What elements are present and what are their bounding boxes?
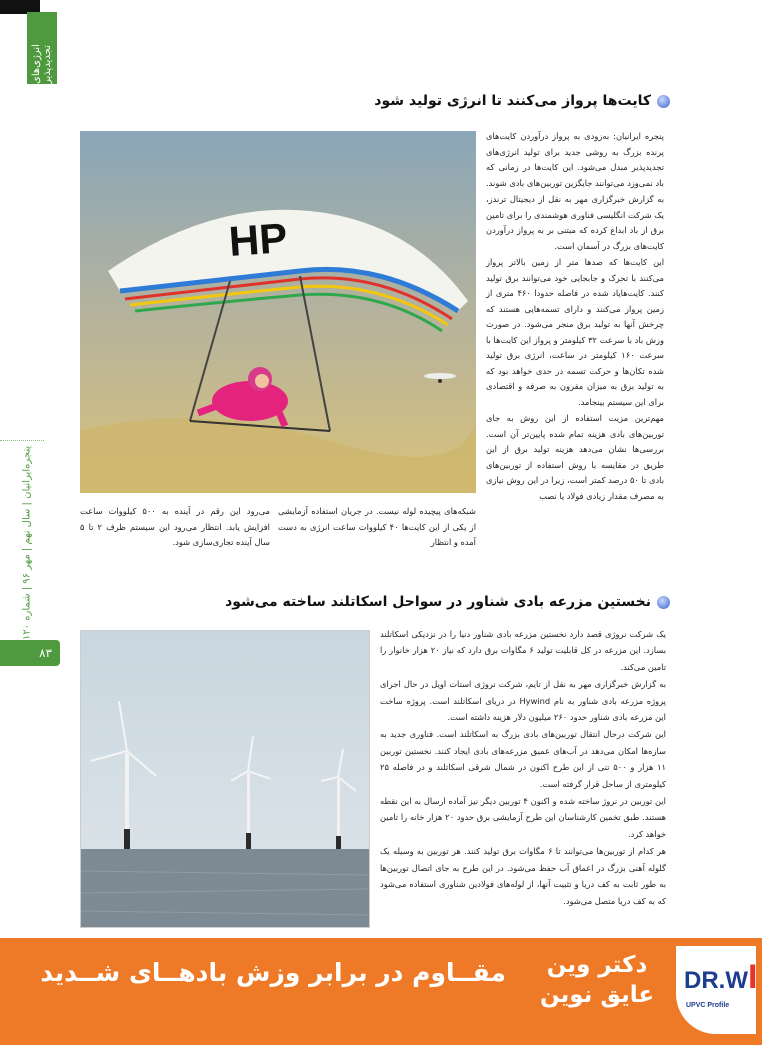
banner-brand [522,950,672,1010]
section-tab: انرژی‌های تجدیدپذیر [27,12,57,84]
side-divider [0,440,44,441]
article1-column-left [80,504,270,554]
brand-logo [684,958,757,997]
paragraph: این شرکت درحال انتقال توربین‌های بادی بزرگ به اسکاتلند است. فناوری جدید به سازه‌ها امکان می‌دهد در آب‌های عمیق مزرعه‌های بادی ایجاد کنند. نخستین توربین ۱۱ هزار و ۵۰۰ تنی از این طرح اکنون در شمال شرقی اسکاتلند و در فاصله ۲۵ کیلومتری از ساحل قرار گرفته است. [380,729,666,789]
hang-glider-photo [80,131,476,493]
article1-headline [374,93,670,109]
issue-info: پنجره‌ایرانیان | سال نهم | مهر ۹۶ | شماره ۱۲۰ [21,445,33,640]
logo-subtitle: UPVC Profile [686,1002,730,1009]
paragraph: این کایت‌ها که صدها متر از زمین بالاتر پرواز می‌کنند با تحرک و جابجایی خود می‌توانند برق تولید کنند. کایت‌هایاد شده در فاصله حدودا ۴۶۰ متری از زمین پرواز می‌کنند و دارای تسمه‌هایی هستند که چرخش آنها به تولید برق منجر می‌شود. در صورت وزش باد با سرعت ۳۲ کیلومتر و پرواز این کایت‌ها با سرعت ۱۶۰ کیلومتر در ساعت، انرژی برق تولید شده تکان‌ها و حرکت تسمه در حدی خواهد بود که به تولید برق به میزان مقرون به صرفه و اقتصادی برای این سیستم بینجامد. [486,257,665,407]
paragraph: پنجره ایرانیان: به‌زودی به پرواز درآوردن کایت‌های پرنده بزرگ به روشی جدید برای تولید انرژی‌های تجدیدپذیر مبدل می‌شود. این کایت‌ها در زمانی که باد نمی‌وزد می‌توانند جایگزین توربین‌های بادی شوند. [486,131,664,188]
paragraph: به گزارش خبرگزاری مهر به نقل از دیجیتال ترندز، یک شرکت انگلیسی فناوری هوشمندی را برای تامین برق از باد ابداع کرده که مبتنی بر به پرواز درآوردن کایت‌های بزرگ در آسمان است. [486,194,664,251]
banner-slogan: مقــاوم در برابر وزش بادهــای شــدید [40,958,506,987]
article1-title: کایت‌ها پرواز می‌کنند تا انرژی تولید شود [374,93,651,109]
logo-main: DR.W [684,967,748,994]
bullet-icon [657,95,670,108]
bullet-icon [657,596,670,609]
page-number: ۸۳ [0,640,60,666]
article2-headline [225,594,670,610]
article1-column-mid [278,504,476,554]
logo-accent: I [747,958,758,996]
article1-column-right [486,129,664,549]
paragraph: هر کدام از توربین‌ها می‌توانند تا ۶ مگاوات برق تولید کنند. هر توربین به وسیله یک گلوله آهنی بزرگ در اعماق آب حفظ می‌شود. در این طرح به جای اتصال توربین‌ها به طور ثابت به کف دریا و تثبیت آنها، از لوله‌های فولادین شناوری استفاده می‌شود که به کف دریا متصل می‌شود. [380,846,666,906]
paragraph: یک شرکت نروژی قصد دارد نخستین مزرعه بادی شناور دنیا را در نزدیکی اسکاتلند بسازد. این مزرعه در کل قابلیت تولید ۶ مگاوات برق دارد که نیاز ۲۰ هزار خانوار را تامین می‌کند. [380,629,666,672]
brand-line-1: دکتر وین [546,952,648,978]
wing-text: HP [227,214,289,265]
article2-title: نخستین مزرعه بادی شناور در سواحل اسکاتلند ساخته می‌شود [225,594,651,610]
paragraph: به گزارش خبرگزاری مهر به نقل از تایم، شرکت نروژی استات اویل در حال اجرای پروژه مزرعه بادی شناور به نام Hywind در دریای اسکاتلند است. پروژه ساخت این مزرعه بادی شناور حدود ۲۶۰ میلیون دلار هزینه داشته است. [380,679,666,723]
paragraph: می‌رود این رقم در آینده به ۵۰۰ کیلووات ساعت افزایش یابد. انتظار می‌رود این سیستم ظرف ۲ تا ۵ سال آینده تجاری‌سازی شود. [80,506,270,547]
brand-line-2: عایق نوین [539,982,655,1008]
paragraph: شبکه‌های پیچیده لوله نیست. در جریان استفاده آزمایشی از یکی از این کایت‌ها ۴۰ کیلووات ساعت انرژی به دست آمده و انتظار [278,506,476,547]
paragraph: این توربین در نروژ ساخته شده و اکنون ۴ توربین دیگر نیز آماده ارسال به این نقطه هستند. طبق تخمین کارشناسان این طرح آزمایشی برق حدود ۲۰ هزار خانه را تامین خواهد کرد. [380,796,666,839]
article2-column [380,626,666,926]
wind-turbines-photo [80,630,370,928]
paragraph: مهم‌ترین مزیت استفاده از این روش به جای توربین‌های بادی هزینه تمام شده پایین‌تر آن است. بررسی‌ها نشان می‌دهد هزینه تولید برق از این طریق در مقایسه با روش استفاده از توربین‌های بادی تا ۵۰ درصد کمتر است، زیرا در این روش نیازی به مصرف مقدار زیادی فولاد یا نصب [486,413,664,501]
